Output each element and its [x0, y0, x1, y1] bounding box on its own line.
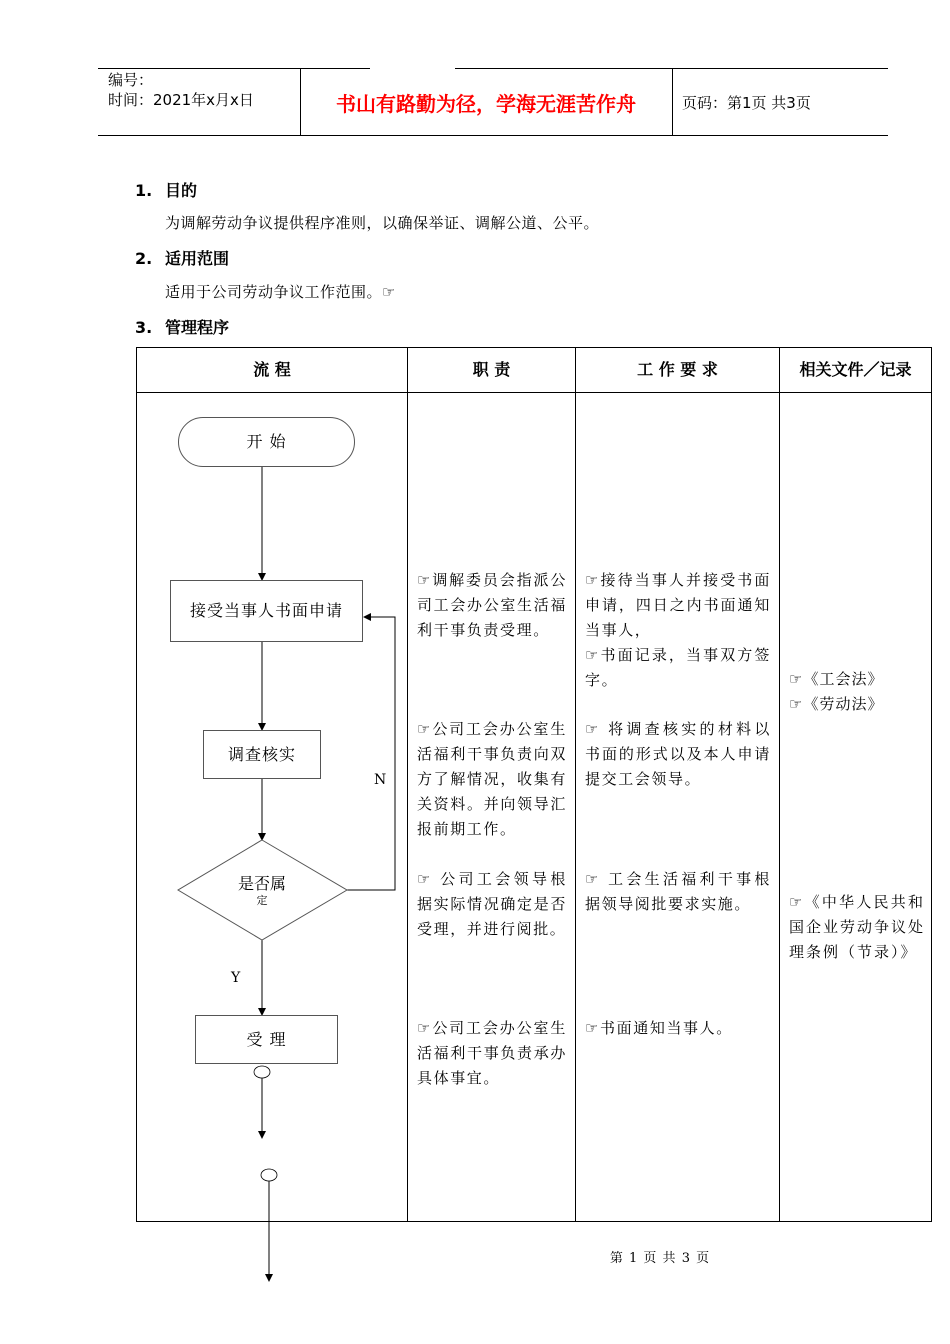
flow-node-receive-application [170, 580, 363, 642]
flow-node-accept-label: 受 理 [246, 1029, 287, 1049]
connector-circle-top [254, 1066, 270, 1078]
duty-cell-1: ☞调解委员会指派公司工会办公室生活福利干事负责受理。 [417, 571, 567, 639]
document-labor-union-law: ☞《工会法》 [789, 670, 884, 688]
decision-label-line-2: 定 [256, 894, 268, 907]
requirement-3-line-1: ☞ 工会生活福利干事根据领导阅批要求实施。 [585, 870, 771, 913]
table-header-documents: 相关文件／记录 [799, 360, 912, 379]
section-3-number: 3. [135, 318, 153, 337]
connector-circle-bottom [261, 1169, 277, 1181]
table-header-duty: 职 责 [472, 360, 511, 379]
duty-cell-4: ☞公司工会办公室生活福利干事负责承办具体事宜。 [417, 1019, 567, 1087]
flow-label-no: N [374, 772, 387, 788]
requirement-4-line-1: ☞书面通知当事人。 [585, 1019, 733, 1037]
section-1-body: 为调解劳动争议提供程序准则，以确保举证、调解公道、公平。 [165, 214, 600, 232]
flow-node-decision-label [222, 874, 302, 908]
duty-cell-2: ☞公司工会办公室生活福利干事负责向双方了解情况，收集有关资料。并向领导汇报前期工作。 [417, 720, 567, 838]
document-labor-law: ☞《劳动法》 [789, 695, 884, 713]
header-time-label: 时间：2021年x月x日 [108, 91, 254, 109]
section-1-title: 目的 [165, 181, 198, 200]
section-3-title: 管理程序 [165, 318, 230, 337]
section-1-number: 1. [135, 181, 153, 200]
table-header-flow: 流 程 [253, 360, 291, 379]
decision-label-line-1: 是否属 [237, 874, 286, 893]
flow-node-investigate-label: 调查核实 [227, 744, 296, 764]
flow-label-yes: Y [231, 970, 241, 986]
flow-node-receive-label: 接受当事人书面申请 [189, 601, 343, 620]
section-2-body: 适用于公司劳动争议工作范围。☞ [165, 283, 396, 301]
flow-node-start-label: 开 始 [246, 432, 287, 451]
duty-cell-3: ☞ 公司工会领导根据实际情况确定是否受理，并进行阅批。 [417, 870, 567, 938]
requirement-2-line-1: ☞ 将调查核实的材料以书面的形式以及本人申请提交工会领导。 [585, 720, 771, 788]
header-number-label: 编号： [108, 71, 154, 89]
requirement-1-line-2: ☞书面记录，当事双方签字。 [585, 646, 771, 689]
table-header-requirement: 工 作 要 求 [637, 360, 718, 379]
arrow-no-loop-back [347, 617, 395, 890]
section-2-number: 2. [135, 249, 153, 268]
flow-node-start [178, 417, 355, 467]
flow-node-investigate [203, 730, 321, 779]
document-dispute-regulation: ☞《中华人民共和国企业劳动争议处理条例（节录）》 [789, 893, 926, 961]
requirement-1-line-1: ☞接待当事人并接受书面申请，四日之内书面通知当事人， [585, 571, 771, 639]
header-motto: 书山有路勤为径，学海无涯苦作舟 [336, 92, 636, 116]
header-page-label: 页码：第1页 共3页 [682, 94, 811, 112]
section-2-title: 适用范围 [165, 249, 230, 268]
flow-node-accept [195, 1015, 338, 1064]
page-footer: 第 1 页 共 3 页 [609, 1251, 711, 1266]
